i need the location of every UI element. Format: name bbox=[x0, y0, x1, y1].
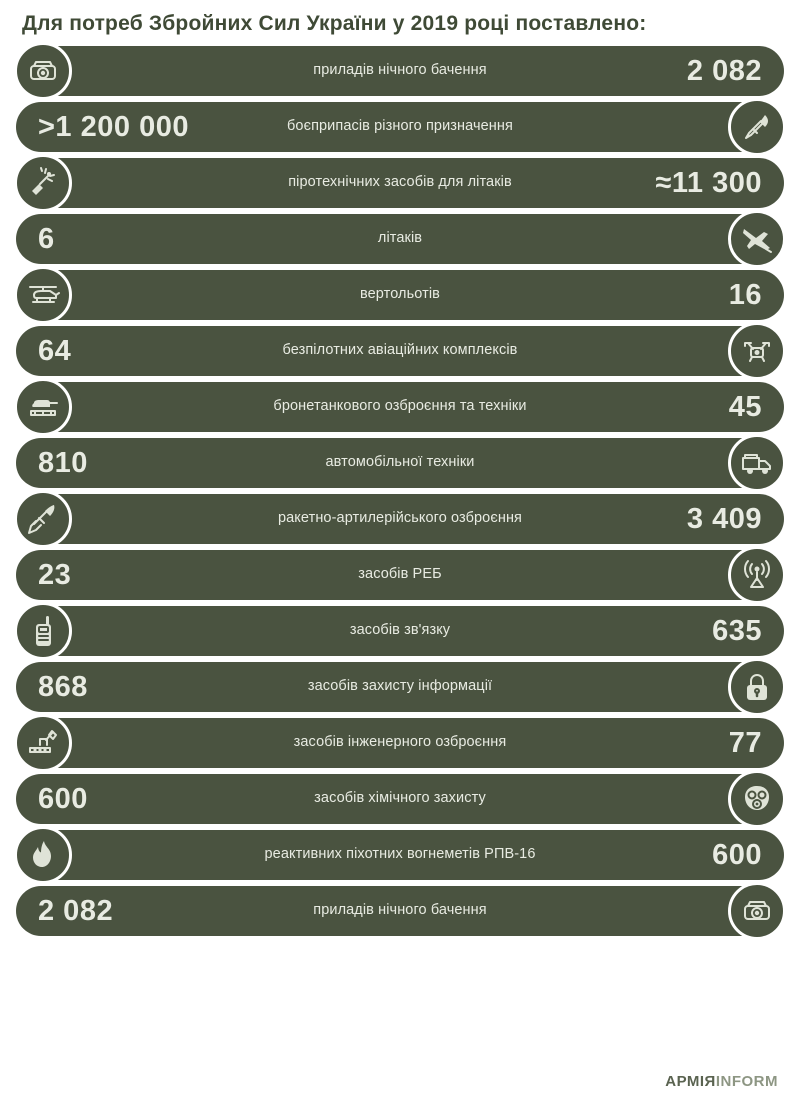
stat-value: 23 bbox=[38, 558, 72, 591]
stat-value: >1 200 000 bbox=[38, 110, 189, 143]
stat-row bbox=[16, 886, 784, 936]
stat-label: приладів нічного бачення bbox=[313, 62, 487, 79]
stat-label: приладів нічного бачення bbox=[313, 902, 487, 919]
truck-icon bbox=[728, 434, 786, 492]
jet-plane-icon bbox=[728, 210, 786, 268]
brand-armiya: АРМІЯ bbox=[665, 1073, 716, 1090]
radio-icon bbox=[14, 602, 72, 660]
stat-row bbox=[16, 102, 784, 152]
stat-label: вертольотів bbox=[359, 286, 440, 303]
stat-row bbox=[16, 438, 784, 488]
stat-label: засобів зв'язку bbox=[349, 622, 451, 639]
stat-value: 16 bbox=[728, 278, 762, 311]
stat-row bbox=[16, 494, 784, 544]
footer-brand bbox=[665, 1073, 778, 1090]
stat-label: безпілотних авіаційних комплексів bbox=[282, 342, 518, 359]
stat-label: засобів РЕБ bbox=[358, 566, 442, 583]
stat-row bbox=[16, 382, 784, 432]
stat-row bbox=[16, 214, 784, 264]
night-vision-goggles-icon bbox=[728, 882, 786, 940]
stat-label: засобів інженерного озброєння bbox=[293, 734, 507, 751]
stat-value: 635 bbox=[712, 614, 762, 647]
stat-value: 810 bbox=[38, 446, 88, 479]
tank-icon bbox=[14, 378, 72, 436]
stat-value: 2 082 bbox=[38, 894, 114, 927]
stat-value: 2 082 bbox=[686, 54, 762, 87]
stat-value: ≈11 300 bbox=[655, 166, 762, 199]
drone-icon bbox=[728, 322, 786, 380]
stat-label: автомобільної техніки bbox=[325, 454, 475, 471]
page-title: Для потреб Збройних Сил України у 2019 році поставлено: bbox=[22, 12, 647, 35]
stat-row bbox=[16, 326, 784, 376]
stat-row bbox=[16, 830, 784, 880]
bullet-icon bbox=[728, 98, 786, 156]
excavator-icon bbox=[14, 714, 72, 772]
stat-label: піротехнічних засобів для літаків bbox=[288, 174, 512, 191]
lock-icon bbox=[728, 658, 786, 716]
stats-list bbox=[16, 46, 784, 936]
stat-label: реактивних піхотних вогнеметів РПВ-16 bbox=[264, 846, 536, 863]
stat-value: 3 409 bbox=[686, 502, 762, 535]
brand-inform: INFORM bbox=[715, 1073, 778, 1090]
stat-label: літаків bbox=[377, 230, 423, 247]
night-vision-goggles-icon bbox=[14, 42, 72, 100]
stat-value: 600 bbox=[38, 782, 88, 815]
stat-row bbox=[16, 718, 784, 768]
stat-label: бронетанкового озброєння та техніки bbox=[273, 398, 527, 415]
stat-label: боєприпасів різного призначення bbox=[287, 118, 513, 135]
stat-label: ракетно-артилерійського озброєння bbox=[277, 510, 523, 527]
stat-value: 6 bbox=[38, 222, 55, 255]
stat-value: 600 bbox=[712, 838, 762, 871]
missile-icon bbox=[14, 490, 72, 548]
stat-row bbox=[16, 46, 784, 96]
stat-row bbox=[16, 158, 784, 208]
flare-icon bbox=[14, 154, 72, 212]
stat-value: 77 bbox=[728, 726, 762, 759]
stat-row bbox=[16, 270, 784, 320]
flame-icon bbox=[14, 826, 72, 884]
stat-value: 45 bbox=[728, 390, 762, 423]
gas-mask-icon bbox=[728, 770, 786, 828]
helicopter-icon bbox=[14, 266, 72, 324]
stat-row bbox=[16, 550, 784, 600]
stat-value: 868 bbox=[38, 670, 88, 703]
stat-value: 64 bbox=[38, 334, 72, 367]
stat-row bbox=[16, 662, 784, 712]
stat-label: засобів хімічного захисту bbox=[314, 790, 486, 807]
stat-row bbox=[16, 774, 784, 824]
stat-row bbox=[16, 606, 784, 656]
stat-label: засобів захисту інформації bbox=[307, 678, 493, 695]
signal-jammer-icon bbox=[728, 546, 786, 604]
